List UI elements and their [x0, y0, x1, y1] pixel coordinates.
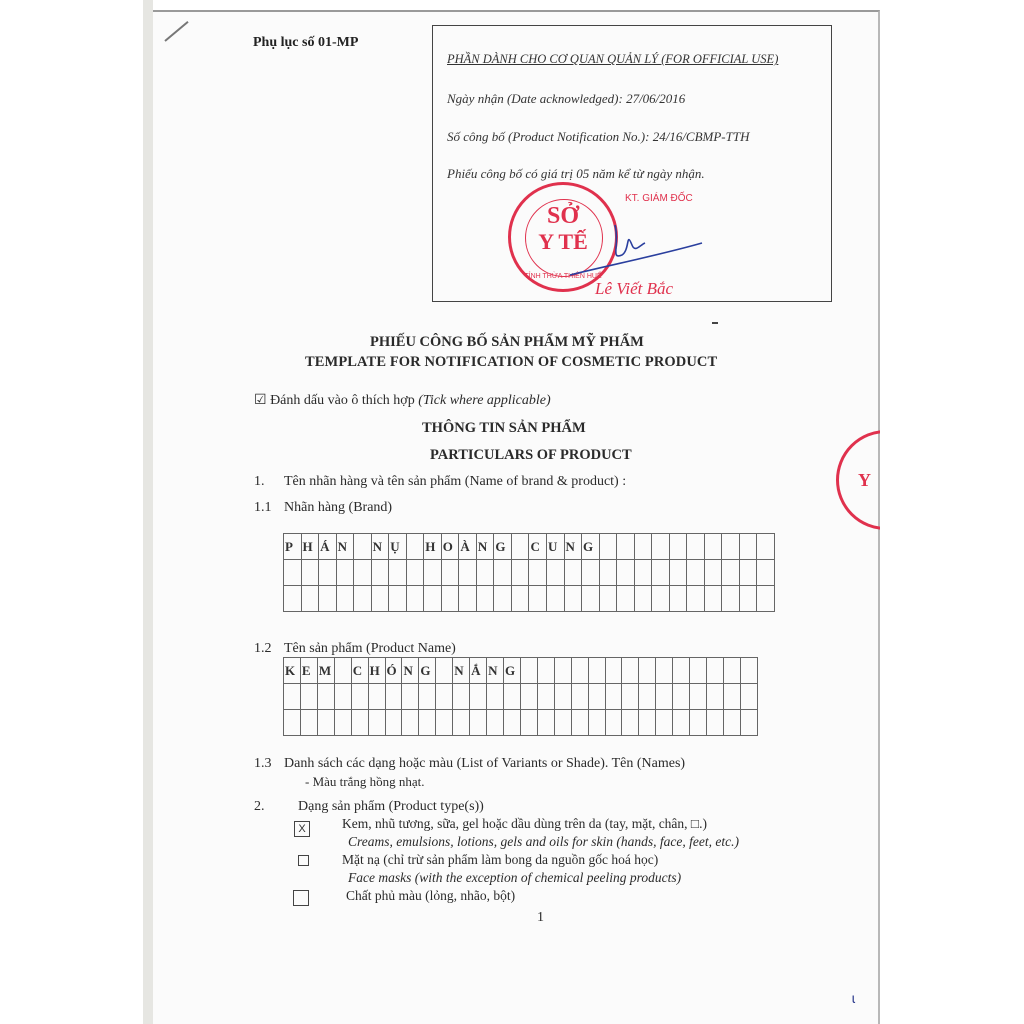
- grid-cell: [687, 560, 705, 586]
- director-label: KT. GIÁM ĐỐC: [625, 193, 693, 204]
- grid-cell: Ụ: [389, 534, 407, 560]
- grid-cell: [740, 710, 757, 736]
- product-type-checkbox-creams[interactable]: X: [294, 821, 310, 837]
- grid-cell: E: [300, 658, 317, 684]
- grid-cell: [571, 710, 588, 736]
- grid-cell: [368, 710, 385, 736]
- grid-cell: [470, 684, 487, 710]
- grid-cell: [639, 658, 656, 684]
- item-1-1-number: 1.1: [254, 500, 272, 515]
- item-2-label: Dạng sản phẩm (Product type(s)): [298, 799, 484, 814]
- grid-cell: Á: [319, 534, 337, 560]
- product-type-creams-vn: Kem, nhũ tương, sữa, gel hoặc dầu dùng trên da (tay, mặt, chân, □.): [342, 816, 707, 831]
- grid-cell: [599, 560, 617, 586]
- grid-cell: [656, 684, 673, 710]
- dash-mark: [712, 322, 718, 324]
- stamp-line2: Y TẾ: [538, 229, 588, 254]
- grid-cell: [605, 658, 622, 684]
- grid-cell: [723, 658, 740, 684]
- grid-cell: [351, 684, 368, 710]
- grid-cell: [599, 534, 617, 560]
- validity-note: Phiếu công bố có giá trị 05 năm kể từ ngày nhận.: [447, 166, 705, 181]
- grid-cell: [459, 586, 477, 612]
- product-type-face-masks-vn: Mặt nạ (chỉ trừ sản phẩm làm bong da nguồn gốc hoá học): [342, 852, 659, 867]
- grid-cell: [554, 710, 571, 736]
- grid-cell: [546, 586, 564, 612]
- grid-cell: [476, 560, 494, 586]
- item-1-number: 1.: [254, 474, 265, 489]
- grid-cell: [334, 710, 351, 736]
- grid-cell: U: [546, 534, 564, 560]
- grid-cell: [582, 560, 600, 586]
- grid-cell: [406, 586, 424, 612]
- grid-cell: [487, 710, 504, 736]
- grid-cell: [617, 560, 635, 586]
- tick-note: [254, 392, 551, 409]
- title-en: TEMPLATE FOR NOTIFICATION OF COSMETIC PRODUCT: [305, 354, 718, 370]
- grid-cell: [453, 710, 470, 736]
- item-1: [254, 474, 626, 490]
- grid-cell: [634, 560, 652, 586]
- grid-cell: [537, 658, 554, 684]
- item-1-3-label: Danh sách các dạng hoặc màu (List of Variants or Shade). Tên (Names): [284, 756, 686, 771]
- grid-cell: N: [487, 658, 504, 684]
- grid-row: [284, 710, 758, 736]
- grid-cell: [704, 534, 722, 560]
- grid-cell: [652, 586, 670, 612]
- grid-cell: [571, 658, 588, 684]
- grid-cell: [354, 560, 372, 586]
- grid-cell: [704, 560, 722, 586]
- grid-cell: M: [317, 658, 334, 684]
- grid-cell: [673, 710, 690, 736]
- grid-cell: N: [371, 534, 389, 560]
- grid-cell: [371, 560, 389, 586]
- grid-cell: [385, 684, 402, 710]
- grid-cell: [436, 684, 453, 710]
- product-name-letter-grid: [283, 657, 758, 736]
- item-1-2-label: Tên sản phẩm (Product Name): [284, 641, 456, 656]
- grid-cell: N: [453, 658, 470, 684]
- grid-cell: H: [301, 534, 319, 560]
- grid-cell: [599, 586, 617, 612]
- grid-cell: [284, 710, 301, 736]
- grid-cell: [354, 586, 372, 612]
- appendix-label: Phụ lục số 01-MP: [253, 35, 359, 50]
- grid-cell: [319, 560, 337, 586]
- item-1-3: [254, 756, 685, 772]
- title-vn: PHIẾU CÔNG BỐ SẢN PHẨM MỸ PHẨM: [370, 334, 644, 350]
- grid-cell: [669, 560, 687, 586]
- grid-cell: [368, 684, 385, 710]
- grid-cell: [284, 586, 302, 612]
- grid-cell: [722, 586, 740, 612]
- product-type-tinted-bases-vn: Chất phủ màu (lỏng, nhão, bột): [346, 888, 516, 903]
- partial-stamp-text: Y: [858, 470, 871, 490]
- grid-cell: [582, 586, 600, 612]
- grid-cell: [529, 586, 547, 612]
- grid-cell: [588, 658, 605, 684]
- partial-stamp-right: [836, 430, 936, 530]
- grid-cell: [402, 684, 419, 710]
- signer-name: Lê Viết Bắc: [595, 279, 674, 298]
- grid-cell: [511, 560, 529, 586]
- scan-border-strip: [143, 0, 153, 1024]
- grid-cell: [622, 684, 639, 710]
- grid-cell: H: [424, 534, 442, 560]
- page-number: 1: [537, 910, 544, 925]
- grid-cell: [453, 684, 470, 710]
- grid-cell: [436, 658, 453, 684]
- grid-cell: [511, 534, 529, 560]
- grid-cell: N: [402, 658, 419, 684]
- grid-cell: [317, 684, 334, 710]
- grid-cell: [739, 534, 757, 560]
- grid-row: [284, 684, 758, 710]
- grid-cell: [336, 586, 354, 612]
- grid-cell: [520, 684, 537, 710]
- product-type-checkbox-face-masks[interactable]: [298, 855, 309, 866]
- grid-cell: [385, 710, 402, 736]
- grid-cell: [740, 684, 757, 710]
- grid-cell: [622, 658, 639, 684]
- product-type-face-masks-en: Face masks (with the exception of chemical peeling products): [348, 870, 682, 885]
- notification-number-label: Số công bố (Product Notification No.):: [447, 129, 653, 144]
- grid-cell: [639, 684, 656, 710]
- grid-cell: N: [336, 534, 354, 560]
- checked-box-icon: ☑: [254, 393, 267, 408]
- item-1-2: [254, 641, 456, 657]
- grid-cell: C: [351, 658, 368, 684]
- grid-cell: [707, 684, 724, 710]
- grid-cell: [687, 534, 705, 560]
- item-1-label: Tên nhãn hàng và tên sản phẩm (Name of brand & product) :: [284, 474, 627, 489]
- grid-cell: [301, 586, 319, 612]
- grid-cell: [503, 710, 520, 736]
- grid-cell: [690, 684, 707, 710]
- variant-value: - Màu trắng hồng nhạt.: [305, 774, 425, 789]
- grid-cell: [529, 560, 547, 586]
- grid-cell: [424, 560, 442, 586]
- brand-letter-grid: [283, 533, 775, 612]
- grid-cell: [554, 658, 571, 684]
- item-1-1-label: Nhãn hàng (Brand): [284, 500, 393, 515]
- grid-cell: [371, 586, 389, 612]
- grid-cell: [494, 586, 512, 612]
- grid-cell: [739, 586, 757, 612]
- grid-cell: [652, 534, 670, 560]
- grid-cell: [690, 658, 707, 684]
- grid-cell: [673, 658, 690, 684]
- grid-cell: P: [284, 534, 302, 560]
- grid-cell: C: [529, 534, 547, 560]
- grid-cell: [740, 658, 757, 684]
- grid-cell: O: [441, 534, 459, 560]
- grid-cell: H: [368, 658, 385, 684]
- grid-cell: [707, 658, 724, 684]
- date-acknowledged-label: Ngày nhận (Date acknowledged):: [447, 91, 627, 106]
- handwritten-tick-mark: ɩ: [852, 990, 856, 1006]
- date-acknowledged: [447, 91, 685, 107]
- grid-cell: Ắ: [470, 658, 487, 684]
- grid-cell: [723, 684, 740, 710]
- tick-note-vn: Đánh dấu vào ô thích hợp: [266, 393, 419, 408]
- grid-cell: [537, 684, 554, 710]
- grid-cell: [537, 710, 554, 736]
- item-2: [254, 799, 484, 815]
- grid-cell: [669, 534, 687, 560]
- notification-number: [447, 129, 750, 145]
- grid-cell: [690, 710, 707, 736]
- date-acknowledged-value: 27/06/2016: [626, 91, 686, 106]
- grid-cell: [707, 710, 724, 736]
- grid-cell: [476, 586, 494, 612]
- grid-row: [284, 560, 775, 586]
- grid-cell: G: [582, 534, 600, 560]
- product-type-checkbox-tinted-bases[interactable]: [293, 890, 309, 906]
- grid-cell: [617, 586, 635, 612]
- grid-cell: [656, 658, 673, 684]
- grid-cell: [520, 658, 537, 684]
- product-type-creams-en: Creams, emulsions, lotions, gels and oils for skin (hands, face, feet, etc.): [348, 834, 739, 849]
- grid-cell: [354, 534, 372, 560]
- grid-cell: [723, 710, 740, 736]
- item-1-1: [254, 500, 392, 516]
- notification-number-value: 24/16/CBMP-TTH: [652, 129, 750, 144]
- grid-cell: [284, 684, 301, 710]
- grid-cell: [704, 586, 722, 612]
- signature-stroke-icon: [560, 215, 710, 285]
- grid-cell: [588, 710, 605, 736]
- item-2-number: 2.: [254, 799, 265, 814]
- grid-cell: [588, 684, 605, 710]
- item-1-3-number: 1.3: [254, 756, 272, 771]
- grid-cell: [300, 684, 317, 710]
- grid-cell: G: [419, 658, 436, 684]
- grid-cell: [441, 560, 459, 586]
- grid-row: [284, 658, 758, 684]
- grid-cell: [436, 710, 453, 736]
- grid-cell: [351, 710, 368, 736]
- grid-cell: [617, 534, 635, 560]
- section-title-vn: THÔNG TIN SẢN PHẨM: [422, 420, 586, 436]
- grid-cell: [605, 684, 622, 710]
- grid-cell: [503, 684, 520, 710]
- grid-cell: [334, 658, 351, 684]
- grid-cell: [564, 586, 582, 612]
- grid-cell: [317, 710, 334, 736]
- grid-cell: Ó: [385, 658, 402, 684]
- grid-cell: [389, 586, 407, 612]
- grid-cell: G: [494, 534, 512, 560]
- grid-cell: [622, 710, 639, 736]
- grid-cell: [722, 534, 740, 560]
- item-1-2-number: 1.2: [254, 641, 272, 656]
- grid-row: [284, 586, 775, 612]
- section-title-en: PARTICULARS OF PRODUCT: [430, 447, 632, 463]
- grid-cell: [669, 586, 687, 612]
- grid-row: [284, 534, 775, 560]
- grid-cell: [639, 710, 656, 736]
- grid-cell: [687, 586, 705, 612]
- grid-cell: [389, 560, 407, 586]
- grid-cell: [554, 684, 571, 710]
- grid-cell: [284, 560, 302, 586]
- grid-cell: [424, 586, 442, 612]
- grid-cell: [634, 586, 652, 612]
- grid-cell: [757, 586, 775, 612]
- grid-cell: N: [476, 534, 494, 560]
- grid-cell: [419, 684, 436, 710]
- grid-cell: [494, 560, 512, 586]
- grid-cell: [546, 560, 564, 586]
- grid-cell: [520, 710, 537, 736]
- grid-cell: À: [459, 534, 477, 560]
- stamp-ring-text: TỈNH THỪA THIÊN HUẾ: [524, 273, 602, 280]
- grid-cell: [757, 534, 775, 560]
- grid-cell: [739, 560, 757, 586]
- grid-cell: [336, 560, 354, 586]
- tick-note-en: (Tick where applicable): [418, 393, 551, 408]
- grid-cell: [511, 586, 529, 612]
- grid-cell: G: [503, 658, 520, 684]
- grid-cell: [757, 560, 775, 586]
- grid-cell: [571, 684, 588, 710]
- grid-cell: [300, 710, 317, 736]
- grid-cell: [319, 586, 337, 612]
- grid-cell: [487, 684, 504, 710]
- grid-cell: N: [564, 534, 582, 560]
- stamp-line1: SỞ: [546, 203, 579, 229]
- grid-cell: [564, 560, 582, 586]
- grid-cell: [656, 710, 673, 736]
- grid-cell: [406, 534, 424, 560]
- grid-cell: [634, 534, 652, 560]
- grid-cell: [605, 710, 622, 736]
- grid-cell: [722, 560, 740, 586]
- grid-cell: [441, 586, 459, 612]
- grid-cell: [652, 560, 670, 586]
- grid-cell: [470, 710, 487, 736]
- grid-cell: [402, 710, 419, 736]
- grid-cell: [673, 684, 690, 710]
- grid-cell: [459, 560, 477, 586]
- grid-cell: [301, 560, 319, 586]
- grid-cell: [406, 560, 424, 586]
- grid-cell: K: [284, 658, 301, 684]
- grid-cell: [419, 710, 436, 736]
- grid-cell: [334, 684, 351, 710]
- official-use-heading: PHẦN DÀNH CHO CƠ QUAN QUẢN LÝ (FOR OFFICIAL USE): [447, 52, 779, 66]
